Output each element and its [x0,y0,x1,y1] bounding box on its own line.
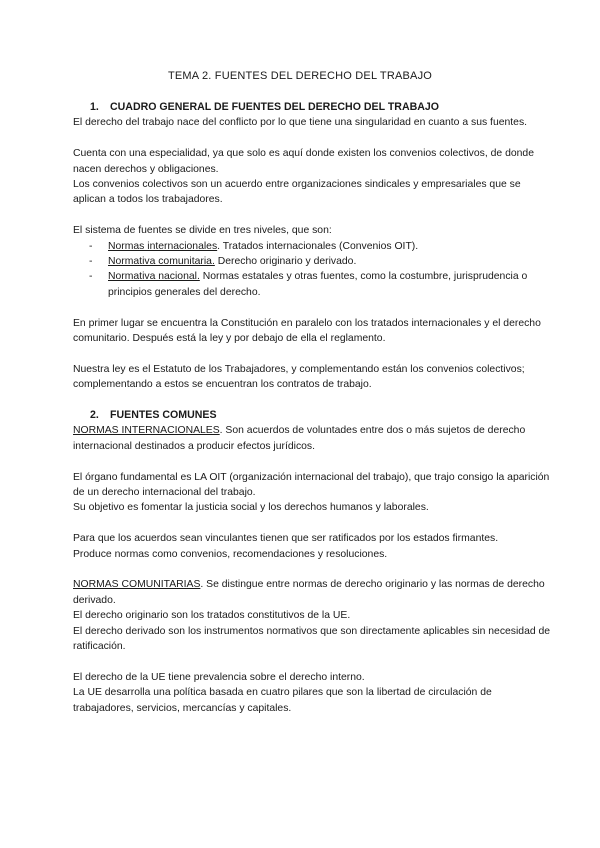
paragraph: Nuestra ley es el Estatuto de los Trabajadores, y complementando están los convenios colectivos; complementando a estos se encuentran los contratos de trabajo. [73,363,525,391]
list-item-text: Derecho originario y derivado. [214,256,357,268]
list-item-text: Normas estatales y otras fuentes, como la costumbre, jurisprudencia o principios generales del derecho. [108,271,528,298]
paragraph: El derecho del trabajo nace del conflicto por lo que tiene una singularidad en cuanto a sus fuentes. [73,117,528,129]
paragraph: La UE desarrolla una política basada en cuatro pilares que son la libertad de circulación de trabajadores, servicios, mercancías y capitales. [73,687,492,714]
document-body [73,100,553,716]
paragraph: Su objetivo es fomentar la justicia social y los derechos humanos y laborales. [73,502,429,514]
paragraph: El órgano fundamental es LA OIT (organización internacional del trabajo), que trajo consigo la aparición de un derecho internacional del trabajo. [73,471,550,499]
section-2-heading-text: FUENTES COMUNES [110,409,217,422]
term-normas-comunitarias: NORMAS COMUNITARIAS [73,579,201,591]
page-title: TEMA 2. FUENTES DEL DERECHO DEL TRABAJO [167,70,433,82]
paragraph: El derecho derivado son los instrumentos normativos que son directamente aplicables sin necesidad de ratificación. [73,625,551,653]
paragraph: El sistema de fuentes se divide en tres niveles, que son: [73,225,332,237]
section-1-number: 1. [90,101,99,113]
paragraph: El derecho originario son los tratados constitutivos de la UE. [73,610,351,622]
paragraph: Cuenta con una especialidad, ya que solo es aquí donde existen los convenios colectivos, de donde nacen derechos y obligaciones. [73,148,534,175]
section-1-heading [73,100,553,115]
term-normas-internacionales: NORMAS INTERNACIONALES [73,425,220,437]
section-1-heading-text: CUADRO GENERAL DE FUENTES DEL DERECHO DEL TRABAJO [110,101,440,113]
paragraph: Para que los acuerdos sean vinculantes tienen que ser ratificados por los estados firmantes. [73,533,499,545]
list-item: - Normas internacionales. Tratados internacionales (Convenios OIT). [89,240,419,252]
list-item-text: . Tratados internacionales (Convenios OIT). [217,240,419,252]
sources-list [73,239,553,301]
paragraph: NORMAS COMUNITARIAS. Se distingue entre normas de derecho originario y las normas de derecho derivado. [73,579,545,606]
paragraph: En primer lugar se encuentra la Constitución en paralelo con los tratados internacionales y el derecho comunitario. Después está la ley y por debajo de ella el reglamento. [73,317,541,345]
section-2-number: 2. [90,409,99,422]
list-item-term: Normativa nacional. [108,271,200,283]
section-2-heading [73,408,553,423]
paragraph: Los convenios colectivos son un acuerdo entre organizaciones sindicales y empresariales que se aplican a todos los trabajadores. [73,179,521,206]
paragraph: El derecho de la UE tiene prevalencia sobre el derecho interno. [73,671,365,683]
paragraph: NORMAS INTERNACIONALES. Son acuerdos de voluntades entre dos o más sujetos de derecho internacional destinados a producir efectos jurídicos. [73,425,526,452]
list-item: - Normativa comunitaria. Derecho originario y derivado. [89,256,357,268]
list-item: - Normativa nacional. Normas estatales y otras fuentes, como la costumbre, jurisprudencia o principios generales del derecho. [89,271,528,298]
list-item-term: Normas internacionales [108,240,218,252]
paragraph: Produce normas como convenios, recomendaciones y resoluciones. [73,548,388,560]
list-item-term: Normativa comunitaria. [108,256,215,268]
